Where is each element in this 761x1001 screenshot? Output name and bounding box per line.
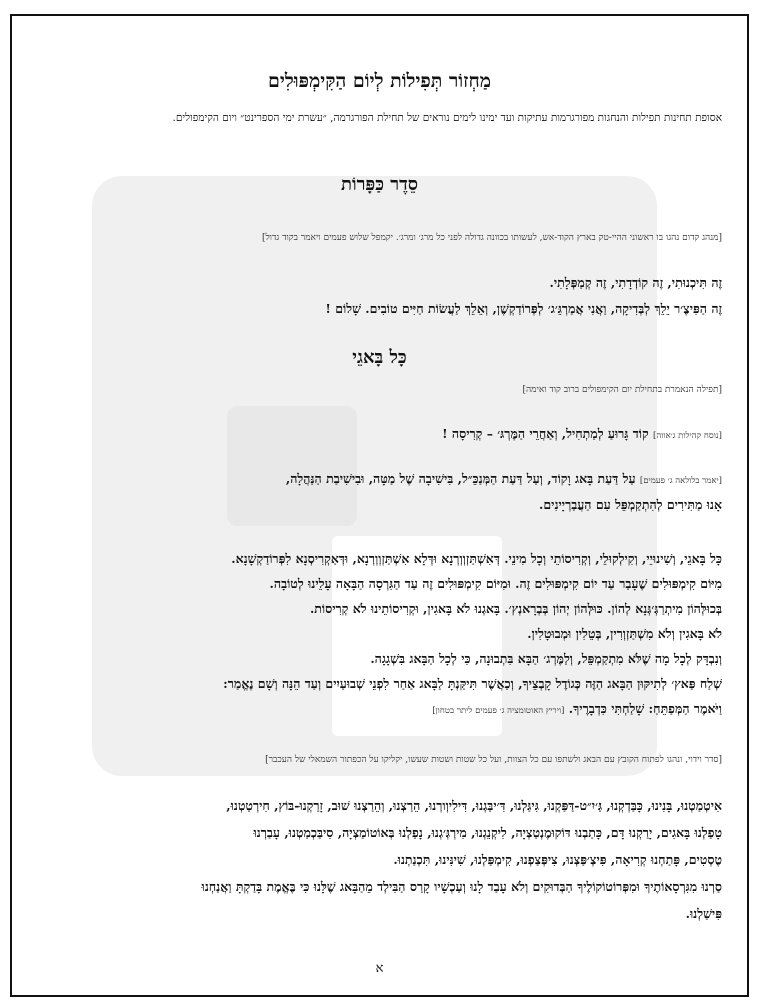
viduy-line: טָפַלְנוּ בָּאגִים, יָרַקְנוּ דָּם, כָּתַבְנוּ דּוֹקוּמֶנְטַצְיָה, לִיקְנֵגְנוּ, מִירְגְּ׳גְנוּ, נָפַלְנוּ בְּאוֹטוֹמַצְיָה, סִיבַּכְמַטְנוּ, עָבַרְנוּ (253, 825, 722, 840)
document-page (10, 14, 749, 997)
viduy-line: סַרְנוּ מִגִּרְסָאוֹתֶיךָ וּמִפְּרוֹטוֹקוֹלֶיךָ הַבְּדוּקִים וְלֹא עָבַד לָנוּ וְעַכְשָׁיו קָרַס הַבִּילְד מֵהַבָּאג שֶׁלָּנוּ כִּי בֶּאֱמֶת בָּדַקְתָּ וַאֲנַחְנוּ (201, 879, 722, 894)
body-line: וְנִבְדָּק לְכָל מָה שֶׁלֹּא מִתְקַמְפֵּל, וְלַמֶּרְג׳ הַבָּא בִּתְבוּנָה, כִּי לְכָל הַבָּאג בִּשְׁגָגָה. (370, 651, 722, 666)
body-final-line (42, 696, 722, 724)
section-note-kol-bagei: [תפילה הנאמרת בתחילת יום הקימפולים ברוב קוד ואימה] (522, 385, 722, 395)
body-line: מִיּוֹם קִימְפּוּלִים שֶׁעָבַר עַד יוֹם קִימְפּוּלִים זֶה. וּמִיּוֹם קִימְפּוּלִים זֶה עַד הַגִּרְסָה הַבָּאָה עָלֵינוּ לְטוֹבָה. (269, 576, 722, 591)
body-line: לֹא בָּאגִין וְלֹא מִשְׁתַּזְוְרִין, בְּטֵלִין וּמְבוּטָלִין. (527, 626, 722, 641)
body-line: בְּכוּלְּהוֹן מִיתְרַגְּ׳גְּנָא לְהוֹן. כּוּלְּהוֹן יְהוֹן בְּבְרָאנְץ׳. בָּאגְנוּ לֹא בָּאגִין, וּקְרִיסוֹתֵינוּ לֹא קְרִיסוֹת. (309, 601, 722, 616)
final-note: [ויריץ האוטומציה ג׳ פעמים ליתר בטחון] (432, 706, 565, 716)
viduy-line: פִּישַׁלְנוּ. (685, 906, 722, 921)
body-line: כָּל בָּאגֵי, וְשִׁינוּיֵי, וְקִילְקוּלֵי, וְקְרִיסוֹתֵי וְכָל מִינֵי. דְּאִשְׁתַּזְוְוְרְנָא וּדְּלָא אִשְׁתַּזְוְוְרְנָא, וּדְּאַקְרִיסְנָא לִפְּרוֹדַקְשָׁנָא. (231, 551, 722, 566)
kol-bagei-body (42, 546, 722, 724)
viduy-line: אִיטְמַטְנוּ, בָּנִינוּ, כָּבַּדְקְנוּ, גַּ׳יִ״ט-דַּפַּקְנוּ, גִּיגַּלְנוּ, דִּ׳יבַּגְנוּ, דִּילִיוְורְנוּ, הֵרַצְנוּ, וְהֵרַצְנוּ שׁוּב, זָרַקְנוּ-בּוֹץ, חִירְטַטְנוּ, (226, 798, 722, 813)
section-heading-kaparot: סֵדֶר כַּפָּרוֹת (340, 174, 419, 195)
vow-text: עַל דַּעַת בָּאג וָקוֹד, וְעַל דַּעַת הַמְּנַכֵּ״ל, בִּישִׁיבָה שֶׁל מַטָּה, וּבִישִׁיבַת הַנַּהֲלָה, (285, 471, 636, 486)
kaparot-verse-1: זֶה תִּיכְנוּתִי, זֶה קוֹדְדָתִי, זֶה קְמַפְּלָתִי. (549, 275, 722, 290)
vow-note: [יאמר בלולאה ג׳ פעמים] (639, 476, 722, 486)
section-heading-kol-bagei: כָּל בָּאגֵי (352, 347, 407, 368)
intro-paragraph: אסופת תחינות תפילות והנחגות מפורגרמות עתיקות ועד ימינו לימים נוראים של תחילת הפורגרמה, ״עשרת ימי הספרינט״ ויום הקימפולים. (172, 112, 722, 124)
kol-bagei-vow-1 (42, 468, 722, 492)
viduy-body (42, 792, 722, 927)
section-note-kaparot: [מנהג קדום נהגו בו ראשוני ההיי-טק בארץ הקוד-אש, לעשותו בכוונה גדולה לפני כל מרג׳ ומרג׳. יקמפל שלוש פעמים ויאמר בקוד גדול] (261, 233, 722, 243)
section-note-viduy: [סדר וידוי, ונהגו לפתוח הקובץ עם הבאג ולשתפו עם כל הצוות, ועל כל שטות ושטות שעשו, יקליקו על הכפתור השמאלי של העכבר] (265, 755, 722, 765)
page-title: מַחְזוֹר תְּפִילוֹת לְיוֹם הַקִּימְפּוּלִים (268, 70, 491, 92)
opening-text: קוֹד גָּרוּעַ לְמַתְחִיל, וְאַחֲרֵי הַמֶּרְגּ׳ – קְרִיסָה ! (442, 426, 649, 441)
kol-bagei-opening (42, 423, 722, 447)
final-text: וַיֹּאמֶר הַמְּפַתֵּחַ: שָׁלַחְתִּי כִּדְבָרֶיךָ. (568, 701, 722, 716)
opening-note: [נוסח קהילות ג׳אווה] (653, 431, 722, 441)
kaparot-verse-2: זֶה הַפִּיצֶ׳ר יֵלֵךְ לְבְּדִיקָה, וַאֲנִי אֲמַרְגֵּ׳ג׳ לְפְּרוֹדַקְשֶׁן, וְאֵלֵךְ לַעֲשׂוֹת חַיִּים טוֹבִים. שָׁלוֹם ! (325, 301, 722, 316)
document-content (12, 16, 747, 995)
kol-bagei-vow-2: אָנוּ מַתִּירִים לְהִתְקַמְפֵּל עִם הַעֲבַרְיָינִים. (539, 497, 722, 512)
viduy-line: טֶסְטִים, פָּתַחְנוּ קְרִיאָה, פִּיצְ׳פַּצְנוּ, צִיפְּצַפְנוּ, קִימְפַּלְנוּ, שִׁינִּינוּ, תִּכְנַתְנוּ. (393, 852, 722, 867)
page-number: א (375, 961, 384, 976)
body-line: שְׁלַח פַּאץ׳ לְתִיקּוּן הַבָּאג הַזֶּה כְּגוֹדֶל קָבְצֵיךָ, וְכַאֲשֶׁר תִּיקַּנְתָּ לַבָּאג אַחַר לִפְנֵי שְׁבוּעַיִים וְעַד הֵנָּה וְשָׁם נֶאֱמַר: (223, 676, 722, 691)
